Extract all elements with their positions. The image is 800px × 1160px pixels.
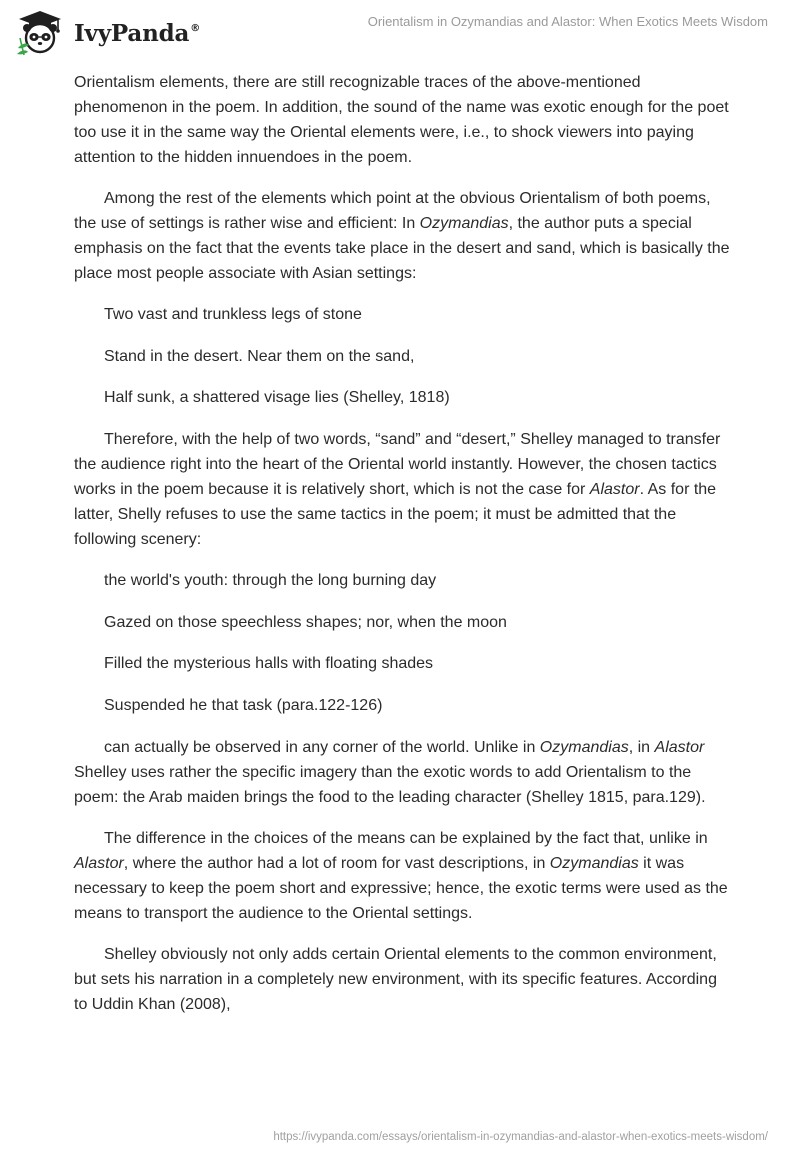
panda-graduate-icon <box>14 8 66 56</box>
source-url[interactable]: https://ivypanda.com/essays/orientalism-in-ozymandias-and-alastor-when-exotics-meets-wisdom/ <box>273 1131 768 1143</box>
logo-wordmark <box>74 20 200 47</box>
verse-line: Suspended he that task (para.122-126) <box>104 697 383 715</box>
p5-text-a: The difference in the choices of the means can be explained by the fact that, unlike in <box>104 829 708 847</box>
essay-body <box>74 70 734 1033</box>
verse-line: the world's youth: through the long burning day <box>104 572 437 590</box>
page-header <box>0 0 800 64</box>
p3-text-b: . As for the latter, Shelly refuses to use the same tactics in the poem; it must be admitted that the following scenery: <box>74 481 717 549</box>
p3-text-a: Therefore, with the help of two words, “sand” and “desert,” Shelley managed to transfer the audience right into the heart of the Oriental world instantly. However, the chosen tactics works in the poem because it is relatively short, which is not the case for <box>74 431 721 499</box>
p4-text-c: Shelley uses rather the specific imagery than the exotic words to add Orientalism to the poem: the Arab maiden brings the food to the leading character (Shelley 1815, para.129). <box>74 763 706 806</box>
p4-text-a: can actually be observed in any corner of the world. Unlike in <box>104 738 540 756</box>
paragraph-5 <box>74 826 734 926</box>
p2-text-b: , the author puts a special emphasis on the fact that the events take place in the desert and sand, which is basically the place most people associate with Asian settings: <box>74 215 730 282</box>
p5-italic-title-2: Ozymandias <box>549 854 639 872</box>
ivypanda-logo[interactable] <box>14 8 200 56</box>
verse-line: Two vast and trunkless legs of stone <box>104 306 362 323</box>
paragraph-3 <box>74 427 734 552</box>
registered-mark: ® <box>190 22 200 34</box>
p4-text-b: , in <box>628 738 655 756</box>
paragraph-2 <box>74 186 734 286</box>
logo-text: IvyPanda <box>74 19 190 47</box>
p2-text-a: Among the rest of the elements which point at the obvious Orientalism of both poems, the use of settings is rather wise and efficient: In <box>74 190 711 232</box>
essay-title: Orientalism in Ozymandias and Alastor: When Exotics Meets Wisdom <box>367 14 768 29</box>
p5-italic-title-1: Alastor <box>74 854 124 872</box>
p4-italic-title-1: Ozymandias <box>539 738 629 756</box>
p2-italic-title: Ozymandias <box>419 215 509 232</box>
paragraph-6: Shelley obviously not only adds certain Oriental elements to the common environment, but sets his narration in a completely new environment, with its specific features. According to Uddin Khan (2008), <box>74 945 717 1013</box>
verse-line: Filled the mysterious halls with floating shades <box>104 655 434 673</box>
verse-line: Stand in the desert. Near them on the sand, <box>104 347 415 365</box>
paragraph-4 <box>74 735 734 810</box>
p5-text-b: , where the author had a lot of room for vast descriptions, in <box>123 854 550 872</box>
verse-line: Gazed on those speechless shapes; nor, when the moon <box>104 613 507 631</box>
p5-text-c: it was necessary to keep the poem short and expressive; hence, the exotic terms were used as the means to transport the audience to the Oriental settings. <box>74 854 728 922</box>
p4-italic-title-2: Alastor <box>654 738 705 756</box>
p3-italic-title: Alastor <box>589 481 640 499</box>
verse-line: Half sunk, a shattered visage lies (Shelley, 1818) <box>104 389 450 407</box>
paragraph-1: Orientalism elements, there are still recognizable traces of the above-mentioned phenomenon in the poem. In addition, the sound of the name was exotic enough for the poet too use it in the same way the Oriental elements were, i.e., to shock viewers into paying attention to the hidden innuendoes in the poem. <box>74 74 729 166</box>
